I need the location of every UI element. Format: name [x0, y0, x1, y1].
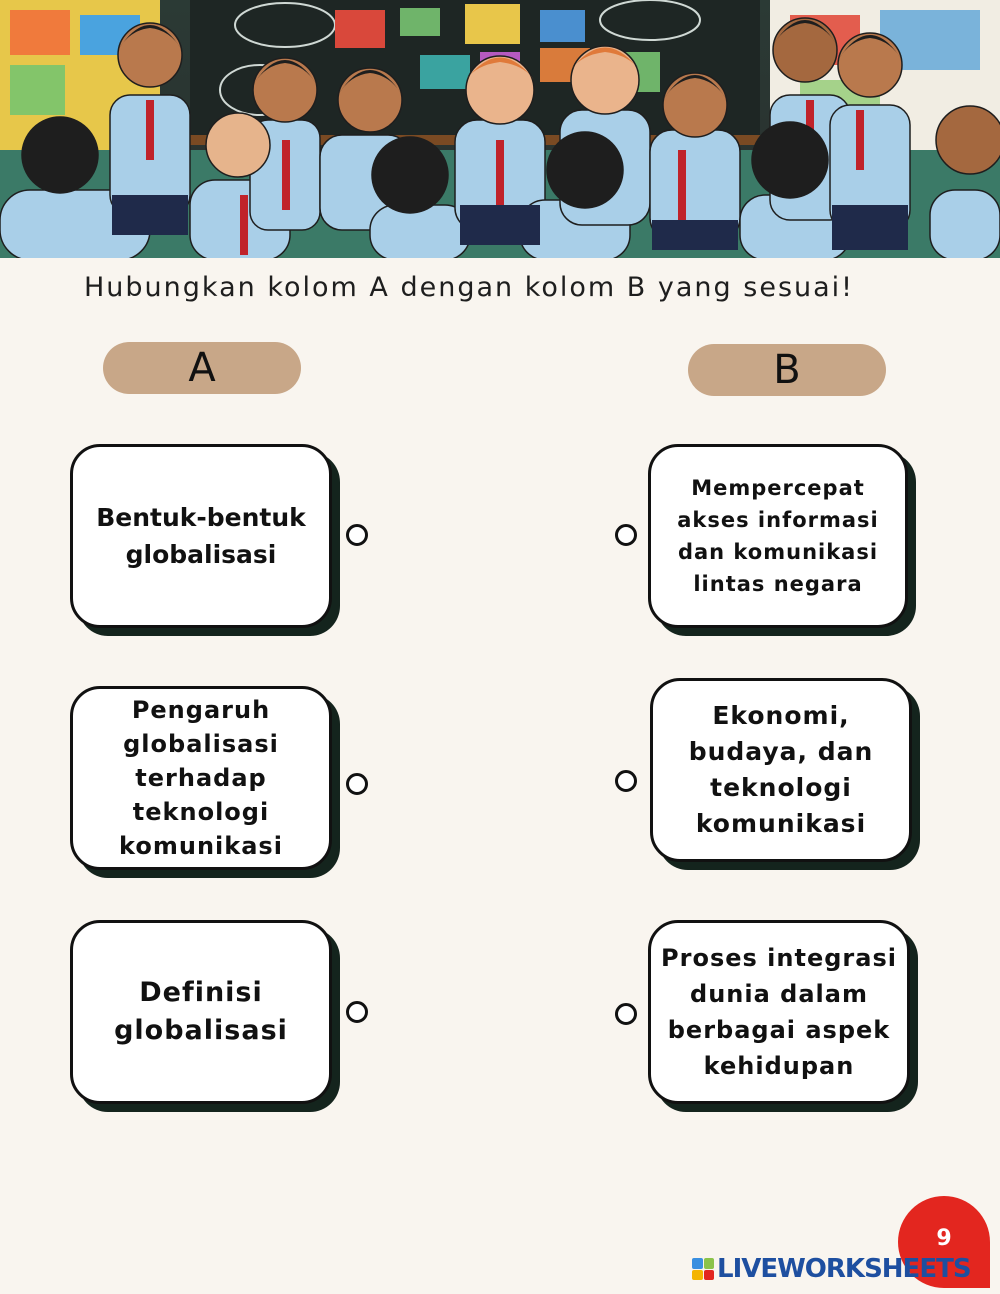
- column-b-header: B: [688, 344, 886, 396]
- column-b-item-3: [648, 920, 910, 1104]
- column-b-item-2-text: Ekonomi, budaya, dan teknologi komunikasi: [688, 701, 874, 838]
- classroom-illustration-art: [0, 0, 1000, 258]
- column-a-item-3: [70, 920, 332, 1104]
- column-a-item-2: [70, 686, 332, 870]
- liveworksheets-logo-icon: [692, 1258, 714, 1280]
- classroom-illustration: [0, 0, 1000, 258]
- column-a-item-1-connector[interactable]: [346, 524, 368, 546]
- brand-text: LIVEWORKSHEETS: [717, 1254, 971, 1284]
- column-b-item-3-connector[interactable]: [615, 1003, 637, 1025]
- page-number: 9: [936, 1226, 952, 1251]
- column-b-item-2-connector[interactable]: [615, 770, 637, 792]
- column-b-item-1-connector[interactable]: [615, 524, 637, 546]
- column-b-item-2: [650, 678, 912, 862]
- column-a-item-2-connector[interactable]: [346, 773, 368, 795]
- column-a-item-1: [70, 444, 332, 628]
- instruction-text: Hubungkan kolom A dengan kolom B yang sesuai!: [84, 272, 854, 303]
- column-b-item-1: [648, 444, 908, 628]
- liveworksheets-brand[interactable]: [692, 1254, 971, 1284]
- column-a-item-3-connector[interactable]: [346, 1001, 368, 1023]
- column-b-item-3-text: Proses integrasi dunia dalam berbagai aspek kehidupan: [661, 944, 897, 1080]
- column-a-item-3-text: Definisi globalisasi: [114, 977, 288, 1046]
- column-a-item-1-text: Bentuk-bentuk globalisasi: [96, 503, 306, 569]
- column-b-item-1-text: Mempercepat akses informasi dan komunikasi lintas negara: [677, 476, 879, 596]
- column-a-header: A: [103, 342, 301, 394]
- column-a-item-2-text: Pengaruh globalisasi terhadap teknologi komunikasi: [119, 696, 283, 860]
